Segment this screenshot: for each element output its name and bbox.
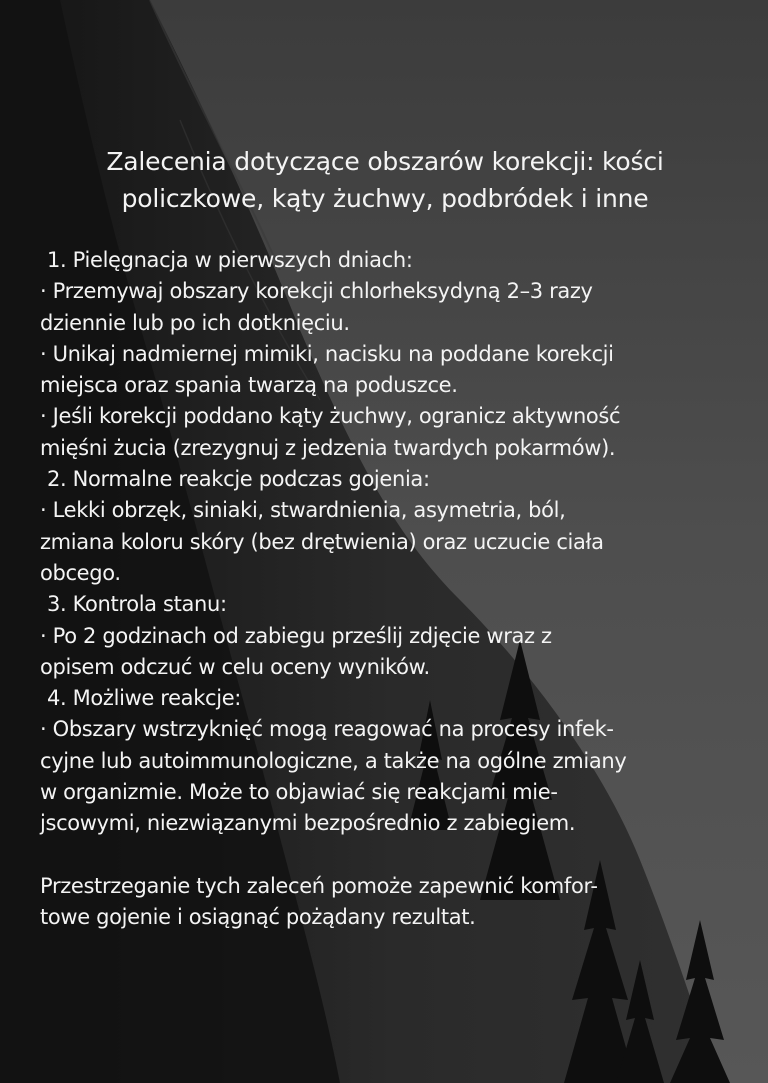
section-3-text: opisem odczuć w celu oceny wyników. (40, 654, 430, 679)
instructions (40, 245, 740, 934)
title-line-1: Zalecenia dotyczące obszarów korekcji: kości (106, 147, 664, 176)
closing-text: Przestrzeganie tych zaleceń pomoże zapewnić komfor- (40, 873, 598, 898)
section-4-text: · Obszary wstrzyknięć mogą reagować na procesy infek- (40, 717, 614, 742)
closing-text: towe gojenie i osiągnąć pożądany rezultat. (40, 905, 476, 930)
section-4-text: jscowymi, niezwiązanymi bezpośrednio z zabiegiem. (40, 811, 576, 836)
section-1-text: miejsca oraz spania twarzą na poduszce. (40, 373, 458, 398)
section-4-heading: 4. Możliwe reakcje: (47, 686, 241, 711)
section-4-text: cyjne lub autoimmunologiczne, a także na ogólne zmiany (40, 748, 627, 773)
section-2-text: zmiana koloru skóry (bez drętwienia) oraz uczucie ciała (40, 529, 604, 554)
spacer (40, 840, 740, 871)
section-3-heading: 3. Kontrola stanu: (47, 592, 227, 617)
title-line-2: policzkowe, kąty żuchwy, podbródek i inne (121, 184, 649, 213)
section-1-text: dziennie lub po ich dotknięciu. (40, 310, 350, 335)
section-3-text: · Po 2 godzinach od zabiegu prześlij zdjęcie wraz z (40, 623, 552, 648)
section-1-heading: 1. Pielęgnacja w pierwszych dniach: (47, 248, 413, 272)
section-2-heading: 2. Normalne reakcje podczas gojenia: (47, 467, 430, 492)
section-4-text: w organizmie. Może to objawiać się reakcjami mie- (40, 780, 558, 805)
section-2-text: obcego. (40, 560, 121, 585)
section-2-text: · Lekki obrzęk, siniaki, stwardnienia, asymetria, ból, (40, 498, 566, 523)
section-1-text: mięśni żucia (zrezygnuj z jedzenia twardych pokarmów). (40, 435, 616, 460)
page-title (40, 143, 730, 217)
section-1-text: · Jeśli korekcji poddano kąty żuchwy, ogranicz aktywność (40, 404, 621, 429)
section-1-text: · Unikaj nadmiernej mimiki, nacisku na poddane korekcji (40, 341, 614, 366)
section-1-text: · Przemywaj obszary korekcji chlorheksydyną 2–3 razy (40, 279, 593, 304)
